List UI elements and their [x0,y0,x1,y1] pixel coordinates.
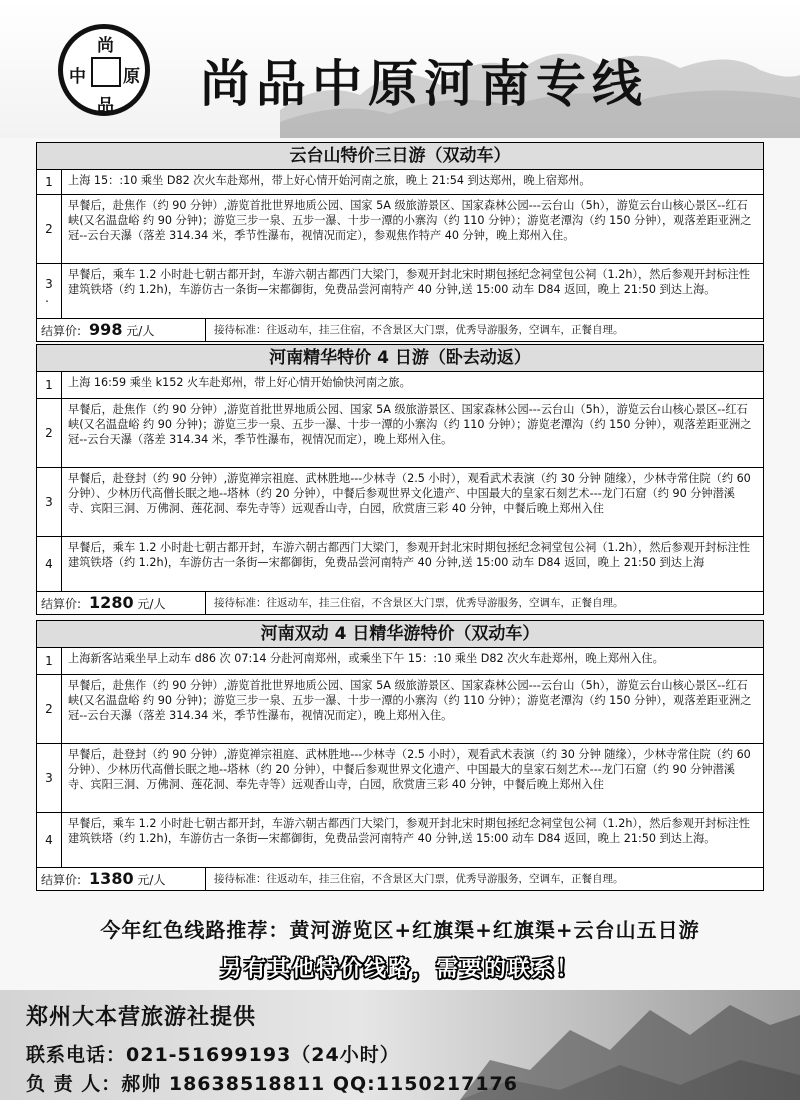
itinerary-row [37,372,763,399]
service-standard: 接待标准：往返动车，挂三住宿，不含景区大门票，优秀导游服务，空调车，正餐自理。 [214,324,624,336]
day-description: 早餐后，赴登封（约 90 分钟）,游览禅宗祖庭、武林胜地---少林寺（2.5 小时），观看武术表演（约 30 分钟 随缘），少林寺常住院（约 60 分钟）、少林历代高僧长眠之地--塔林（约 20 分钟），中餐后参观世界文化遗产、中国最大的皇家石刻艺术---龙门石窟（约 90 分钟潜溪寺、宾阳三洞、万佛洞、莲花洞、奉先寺等）远观香山寺，白园，欣赏唐三彩 40 分钟，中餐后晚上郑州入住 [68,748,751,791]
price-value: 998 [89,320,123,339]
itinerary-row [37,648,763,675]
day-description: 早餐后，乘车 1.2 小时赴七朝古都开封，车游六朝古都西门大梁门，参观开封北宋时期包拯纪念祠堂包公祠（1.2h），然后参观开封标注性建筑铁塔（约 1.2h)，车游仿古一条街—宋都御街，免费品尝河南特产 40 分钟,送 15:00 动车 D84 返回，晚上 21:50 到达上海 [68,541,750,569]
day-number: 1 [37,372,62,398]
itinerary-row [37,195,763,264]
day-description: 上海新客站乘坐早上动车 d86 次 07:14 分赴河南郑州，或乘坐下午 15：:10 乘坐 D82 次火车赴郑州，晚上郑州入住。 [68,652,664,665]
section-title: 河南双动 4 日精华游特价（双动车） [37,621,763,648]
price-cell: 结算价: 1380 元/人 [37,868,206,890]
header [0,0,800,138]
tour-section-3 [36,620,764,891]
itinerary-row [37,264,763,319]
red-route-promo: 今年红色线路推荐：黄河游览区+红旗渠+红旗渠+云台山五日游 [100,918,700,942]
price-value: 1280 [89,593,134,612]
page-title: 尚品中原河南专线 [200,55,648,113]
itinerary-row [37,675,763,744]
price-row [37,592,763,614]
itinerary-row [37,537,763,592]
itinerary-row [37,744,763,813]
agency-name: 郑州大本营旅游社提供 [26,1005,257,1030]
day-number: 1 [37,648,62,674]
day-description: 早餐后，乘车 1.2 小时赴七朝古都开封，车游六朝古都西门大梁门，参观开封北宋时期包拯纪念祠堂包公祠（1.2h），然后参观开封标注性建筑铁塔（约 1.2h)，车游仿古一条街—宋都御街，免费品尝河南特产 40 分钟,送 15:00 动车 D84 返回，晚上 21:50 到达上海。 [68,268,750,296]
brand-logo: 尚 中 原 品 [58,24,150,116]
itinerary-row [37,170,763,195]
service-standard: 接待标准：往返动车，挂三住宿，不含景区大门票，优秀导游服务，空调车，正餐自理。 [214,597,624,609]
day-number: 3 [37,744,62,812]
contact-phone: 联系电话：021-51699193（24小时） [26,1044,400,1066]
day-number: 4 [37,537,62,591]
day-description: 上海 16:59 乘坐 k152 火车赴郑州，带上好心情开始愉快河南之旅。 [68,376,411,389]
section-title: 云台山特价三日游（双动车） [37,143,763,170]
day-description: 早餐后，赴焦作（约 90 分钟）,游览首批世界地质公园、国家 5A 级旅游景区、国家森林公园---云台山（5h），游览云台山核心景区--红石峡(又名温盘峪 约 90 分钟)；游览三步一泉、五步一瀑、十步一潭的小寨沟（约 110 分钟）；游览老潭沟（约 150 分钟），观落差距亚洲之冠--云台天瀑（落差 314.34 米，季节性瀑布，视情况而定），参观焦作特产 40 分钟，晚上郑州入住。 [68,199,752,242]
contact-person: 负 责 人：郝帅 18638518811 QQ:1150217176 [26,1073,518,1095]
tour-section-1 [36,142,764,342]
price-row [37,868,763,890]
day-description: 早餐后，乘车 1.2 小时赴七朝古都开封，车游六朝古都西门大梁门，参观开封北宋时期包拯纪念祠堂包公祠（1.2h），然后参观开封标注性建筑铁塔（约 1.2h)，车游仿古一条街—宋都御街，免费品尝河南特产 40 分钟,送 15:00 动车 D84 返回，晚上 21:50 到达上海。 [68,817,750,845]
itinerary-row [37,813,763,868]
day-number: 1 [37,170,62,194]
contact-promo: 另有其他特价线路，需要的联系！ [219,957,580,982]
section-title: 河南精华特价 4 日游（卧去动返） [37,345,763,372]
itinerary-row [37,468,763,537]
footer [0,990,800,1100]
day-number: 4 [37,813,62,867]
day-description: 早餐后，赴焦作（约 90 分钟）,游览首批世界地质公园、国家 5A 级旅游景区、国家森林公园---云台山（5h），游览云台山核心景区--红石峡(又名温盘峪 约 90 分钟)；游览三步一泉、五步一瀑、十步一潭的小寨沟（约 110 分钟）；游览老潭沟（约 150 分钟），观落差距亚洲之冠--云台天瀑（落差 314.34 米，季节性瀑布，视情况而定），晚上郑州入住。 [68,403,752,446]
day-number: 3 [37,468,62,536]
itinerary-row [37,399,763,468]
price-cell: 结算价: 998 元/人 [37,319,206,341]
day-number: 2 [37,195,62,263]
day-description: 早餐后，赴登封（约 90 分钟）,游览禅宗祖庭、武林胜地---少林寺（2.5 小时），观看武术表演（约 30 分钟 随缘），少林寺常住院（约 60 分钟）、少林历代高僧长眠之地--塔林（约 20 分钟），中餐后参观世界文化遗产、中国最大的皇家石刻艺术---龙门石窟（约 90 分钟潜溪寺、宾阳三洞、万佛洞、莲花洞、奉先寺等）远观香山寺，白园，欣赏唐三彩 40 分钟，中餐后晚上郑州入住 [68,472,751,515]
day-number: 3 . [37,264,62,318]
tour-section-2 [36,344,764,615]
price-row [37,319,763,341]
price-cell: 结算价: 1280 元/人 [37,592,206,614]
day-number: 2 [37,675,62,743]
day-description: 上海 15：:10 乘坐 D82 次火车赴郑州，带上好心情开始河南之旅，晚上 21:54 到达郑州，晚上宿郑州。 [68,174,591,187]
price-value: 1380 [89,869,134,888]
day-number: 2 [37,399,62,467]
day-description: 早餐后，赴焦作（约 90 分钟）,游览首批世界地质公园、国家 5A 级旅游景区、国家森林公园---云台山（5h），游览云台山核心景区--红石峡(又名温盘峪 约 90 分钟)；游览三步一泉、五步一瀑、十步一潭的小寨沟（约 110 分钟）；游览老潭沟（约 150 分钟），观落差距亚洲之冠--云台天瀑（落差 314.34 米，季节性瀑布，视情况而定），晚上郑州入住。 [68,679,752,722]
service-standard: 接待标准：往返动车，挂三住宿，不含景区大门票，优秀导游服务，空调车，正餐自理。 [214,873,624,885]
